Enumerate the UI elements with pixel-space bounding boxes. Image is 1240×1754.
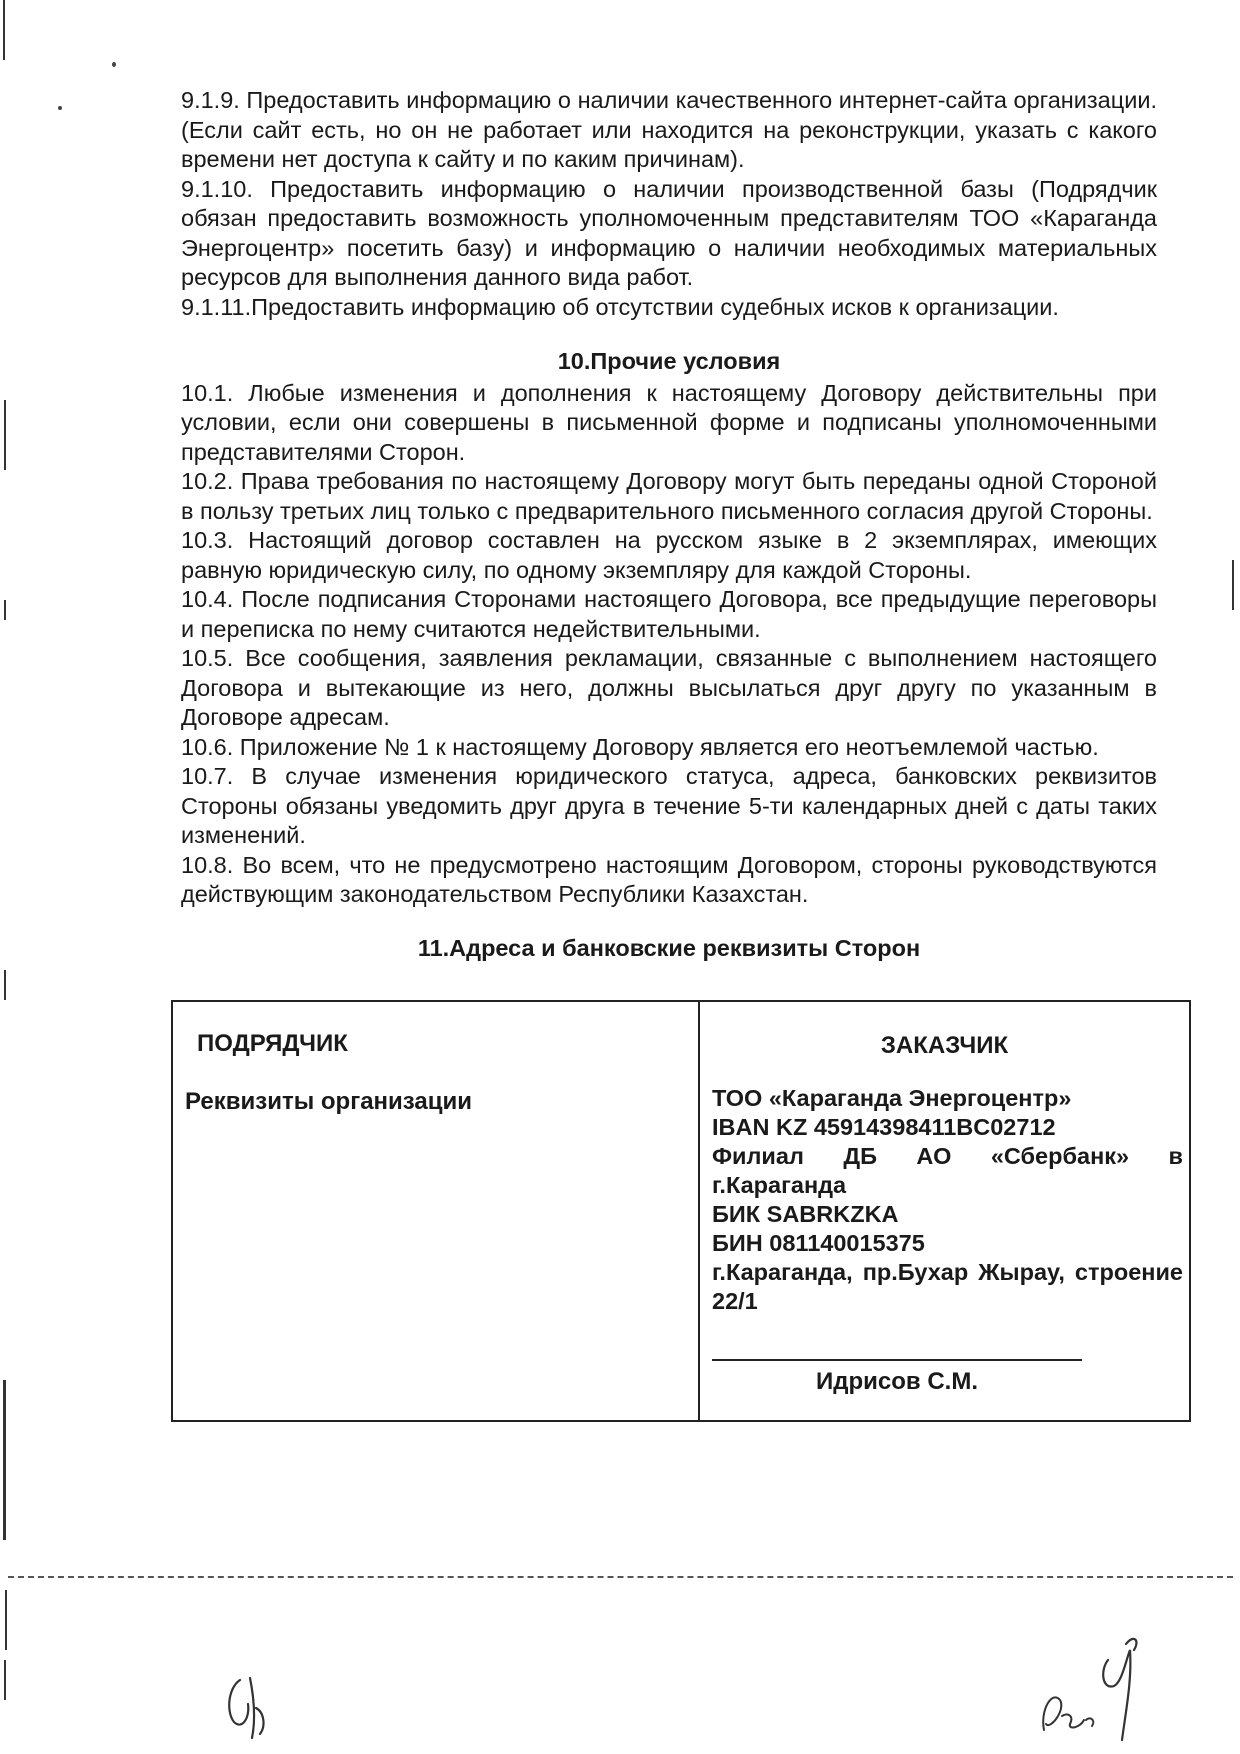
- scan-edge-line: [4, 400, 6, 470]
- scan-edge-line: [4, 600, 6, 620]
- contractor-requisites-label: Реквизиты организации: [185, 1088, 473, 1115]
- clause-10-6: 10.6. Приложение № 1 к настоящему Договору является его неотъемлемой частью.: [181, 733, 1099, 760]
- clause-10-7: 10.7. В случае изменения юридического статуса, адреса, банковских реквизитов Стороны обязаны уведомить друг друга в течение 5-ти календарных дней с даты таких изменений.: [181, 763, 1157, 848]
- scan-edge-line: [5, 1590, 7, 1650]
- handwritten-signature-right: [1030, 1620, 1170, 1750]
- customer-address: г.Караганда, пр.Бухар Жырау, строение 22/1: [712, 1259, 1183, 1314]
- clause-10-4: 10.4. После подписания Сторонами настоящего Договора, все предыдущие переговоры и переписка по нему считаются недействительными.: [181, 586, 1157, 642]
- customer-iban: IBAN KZ 45914398411BC02712: [712, 1114, 1056, 1140]
- customer-bin: БИН 081140015375: [712, 1230, 925, 1256]
- clause-10-5: 10.5. Все сообщения, заявления рекламации, связанные с выполнением настоящего Договора и вытекающие из него, должны высылаться друг другу по указанным в Договоре адресам.: [181, 645, 1157, 730]
- customer-details: [712, 1084, 1183, 1316]
- customer-name: ТОО «Караганда Энергоцентр»: [712, 1085, 1072, 1111]
- page-bottom-rule: [8, 1576, 1233, 1578]
- clause-10-1: 10.1. Любые изменения и дополнения к настоящему Договору действительны при условии, если они совершены в письменной форме и подписаны уполномоченными представителями Сторон.: [181, 379, 1157, 465]
- scan-edge-line: [3, 1380, 6, 1540]
- scan-edge-line: [4, 970, 6, 1000]
- signer-name: Идрисов С.М.: [816, 1368, 978, 1395]
- scan-edge-line: [3, 0, 5, 60]
- customer-title: ЗАКАЗЧИК: [880, 1032, 1009, 1059]
- contractor-title: ПОДРЯДЧИК: [197, 1030, 348, 1057]
- document-body: [181, 86, 1157, 963]
- clause-9-1-11: 9.1.11.Предоставить информацию об отсутствии судебных исков к организации.: [181, 293, 1059, 320]
- customer-bank: Филиал ДБ АО «Сбербанк» в г.Караганда: [712, 1143, 1183, 1198]
- section-11-heading: 11.Адреса и банковские реквизиты Сторон: [417, 934, 921, 961]
- scan-dot: [58, 106, 62, 110]
- customer-bik: БИК SABRKZKA: [712, 1201, 899, 1227]
- requisites-table: [171, 1000, 1191, 1422]
- scan-edge-line: [4, 1660, 6, 1700]
- clause-10-8: 10.8. Во всем, что не предусмотрено настоящим Договором, стороны руководствуются действующим законодательством Республики Казахстан.: [181, 851, 1157, 907]
- clause-9-1-9: 9.1.9. Предоставить информацию о наличии качественного интернет-сайта организации. (Если сайт есть, но он не работает или находится на реконструкции, указать с какого времени нет доступа к сайту и по каким причинам).: [181, 87, 1157, 172]
- clause-10-2: 10.2. Права требования по настоящему Договору могут быть переданы одной Стороной в пользу третьих лиц только с предварительного письменного согласия другой Стороны.: [181, 468, 1157, 524]
- customer-column: [700, 1002, 1189, 1420]
- section-10-heading: 10.Прочие условия: [557, 348, 781, 374]
- scan-dot: [112, 62, 116, 67]
- signature-line: [712, 1359, 1082, 1361]
- clause-9-1-10: 9.1.10. Предоставить информацию о наличии производственной базы (Подрядчик обязан предоставить возможность уполномоченным представителям ТОО «Караганда Энергоцентр» посетить базу) и информацию о наличии необходимых материальных ресурсов для выполнения данного вида работ.: [181, 175, 1157, 290]
- handwritten-initials-left: [220, 1668, 280, 1748]
- clause-10-3: 10.3. Настоящий договор составлен на русском языке в 2 экземплярах, имеющих равную юридическую силу, по одному экземпляру для каждой Стороны.: [181, 527, 1157, 583]
- contractor-column: [173, 1002, 700, 1420]
- scan-edge-line: [1232, 560, 1234, 610]
